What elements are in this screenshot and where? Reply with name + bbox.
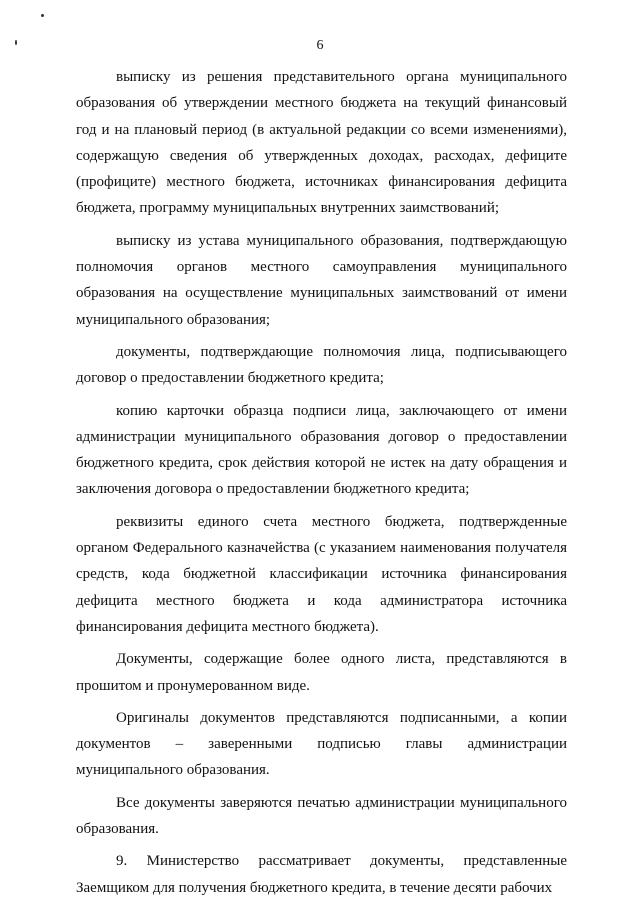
paragraph-ministry-review: 9. Министерство рассматривает документы, представленные Заемщиком для получения бюджетного кредита, в течение десяти рабочих (76, 853, 567, 896)
scan-speck (41, 14, 44, 17)
paragraph-signature-card: копию карточки образца подписи лица, заключающего от имени администрации муниципального образования договор о предоставлении бюджетного кредита, срок действия которой не истек на дату обращения и заключения договора о предоставлении бюджетного кредита; (76, 402, 567, 498)
paragraph-budget-decision-extract: выписку из решения представительного органа муниципального образования об утверждении местного бюджета на текущий финансовый год и на плановый период (в актуальной редакции со всеми изменениями), содержащую сведения об утвержденных доходах, расходах, дефиците (профиците) местного бюджета, источниках финансирования дефицита бюджета, программу муниципальных внутренних заимствований; (76, 69, 567, 217)
document-body (76, 64, 567, 907)
paragraph-seal-certification: Все документы заверяются печатью администрации муниципального образования. (76, 794, 567, 838)
paragraph-originals-copies: Оригиналы документов представляются подписанными, а копии документов – заверенными подписью главы администрации муниципального образования. (76, 709, 567, 779)
page-number: 6 (316, 38, 324, 53)
paragraph-account-details: реквизиты единого счета местного бюджета, подтвержденные органом Федерального казначейства (с указанием наименования получателя средств, кода бюджетной классификации источника финансирования дефицита местного бюджета и кода администратора источника финансирования дефицита местного бюджета). (76, 513, 567, 635)
paragraph-signatory-authority: документы, подтверждающие полномочия лица, подписывающего договор о предоставлении бюджетного кредита; (76, 343, 567, 387)
paragraph-charter-extract: выписку из устава муниципального образования, подтверждающую полномочия органов местного самоуправления муниципального образования на осуществление муниципальных заимствований от имени муниципального образования; (76, 232, 567, 328)
paragraph-bound-documents: Документы, содержащие более одного листа, представляются в прошитом и пронумерованном виде. (76, 651, 567, 694)
